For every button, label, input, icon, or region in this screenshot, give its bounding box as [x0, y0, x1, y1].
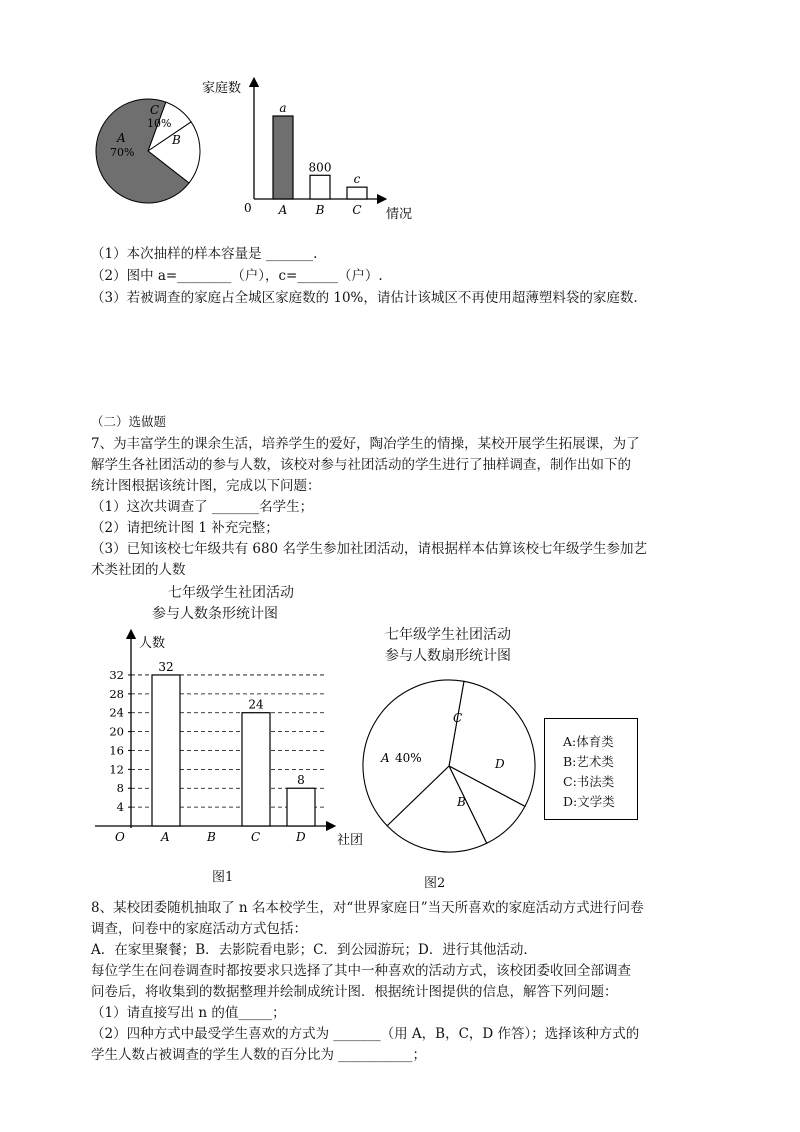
fig1-y-tick-label: 24: [109, 705, 124, 720]
q6-x-axis-label: 情况: [386, 207, 413, 222]
q6-bar-chart: [202, 76, 426, 226]
q7-line-2: 解学生各社团活动的参与人数，该校对参与社团活动的学生进行了抽样调查，制作出如下的: [91, 457, 631, 473]
q6-bar-c: [347, 187, 367, 199]
q6-origin-label: 0: [244, 201, 252, 215]
fig1-y-tick-label: 16: [109, 743, 124, 758]
fig2-caption: 图2: [424, 876, 446, 891]
fig1-y-tick-label: 4: [116, 800, 124, 815]
fig2-pie-label-d: D: [495, 757, 505, 771]
q8-line-7: （2）四种方式中最受学生喜欢的方式为 _______（用 A，B，C，D 作答）；选择该种方式的: [91, 1026, 640, 1042]
fig1-bar-value-label: 24: [248, 697, 264, 712]
q7-line-6: （3）已知该校七年级共有 680 名学生参加社团活动，请根据样本估算该校七年级学生参加艺: [91, 541, 647, 557]
q6-part-2: （2）图中 a=________（户），c=______（户）.: [91, 268, 383, 284]
q8-line-6: （1）请直接写出 n 的值_____；: [91, 1005, 286, 1021]
q6-bar-value-label: c: [353, 172, 361, 187]
q7-line-7: 术类社团的人数: [91, 562, 186, 578]
fig2-pie-label-a: A: [381, 751, 390, 765]
fig1-y-tick-label: 32: [109, 667, 124, 682]
fig1-y-tick-label: 20: [109, 724, 124, 739]
q8-line-8: 学生人数占被调查的学生人数的百分比为 ___________；: [91, 1047, 427, 1063]
q6-x-tick-label: C: [352, 203, 362, 217]
fig1-y-tick-label: 8: [116, 781, 124, 796]
q6-part-1: （1）本次抽样的样本容量是 _______.: [91, 246, 318, 262]
fig2-title-line-2: 参与人数扇形统计图: [385, 648, 511, 664]
fig1-title-line-2: 参与人数条形统计图: [152, 606, 278, 622]
fig2-legend-item: D:文学类: [563, 794, 615, 809]
q7-line-3: 统计图根据该统计图，完成以下问题：: [91, 478, 321, 494]
fig2-pie-label-b: B: [457, 795, 466, 809]
fig1-y-tick-label: 12: [109, 762, 124, 777]
fig2-legend: [544, 718, 638, 820]
q6-bar-b: [310, 175, 330, 199]
fig1-bar-value-label: 32: [158, 659, 174, 674]
fig1-y-axis-label: 人数: [139, 636, 166, 651]
fig2-pie-chart: [359, 676, 539, 856]
fig2-legend-item: A:体育类: [563, 734, 614, 749]
q6-pie-chart: [92, 96, 204, 206]
fig2-legend-item: C:书法类: [563, 774, 615, 789]
fig2-pie-label-c: C: [453, 711, 463, 725]
q8-line-1: 8、某校团委随机抽取了 n 名本校学生，对“世界家庭日”当天所喜欢的家庭活动方式进行问卷: [91, 900, 644, 916]
q8-line-5: 问卷后，将收集到的数据整理并绘制成统计图．根据统计图提供的信息，解答下列问题：: [91, 984, 618, 1000]
fig1-x-tick-label: A: [161, 830, 170, 844]
q6-pie-label-c-percent: 10%: [147, 117, 172, 130]
q6-part-3: （3）若被调查的家庭占全城区家庭数的 10%，请估计该城区不再使用超薄塑料袋的家庭数.: [91, 290, 638, 306]
fig1-bar-a: [152, 675, 180, 826]
q6-x-tick-label: A: [278, 203, 288, 217]
q6-pie-label-a-percent: 70%: [110, 146, 135, 159]
fig1-bar-value-label: 8: [297, 773, 305, 788]
q8-line-4: 每位学生在问卷调查时都按要求只选择了其中一种喜欢的活动方式，该校团委收回全部调查: [91, 963, 631, 979]
q6-bar-a: [273, 116, 293, 199]
q7-line-1: 7、为丰富学生的课余生活，培养学生的爱好，陶冶学生的情操，某校开展学生拓展课，为了: [91, 436, 640, 452]
fig1-x-axis-label: 社团: [337, 833, 364, 848]
q7-line-5: （2）请把统计图 1 补充完整；: [91, 520, 279, 536]
q6-y-axis-label: 家庭数: [202, 81, 242, 96]
q6-pie-label-b: B: [172, 133, 181, 147]
section-heading: （二）选做题: [91, 414, 167, 429]
q6-pie-label-a: A: [117, 131, 126, 145]
fig2-legend-item: B:艺术类: [563, 754, 614, 769]
q6-pie-label-c: C: [150, 103, 160, 117]
fig1-x-tick-label: C: [251, 830, 261, 844]
fig1-bar-c: [242, 713, 270, 826]
q6-bar-value-label: 800: [308, 160, 332, 175]
fig1-x-tick-label: B: [207, 830, 216, 844]
fig1-bar-chart: [95, 626, 380, 856]
q6-x-tick-label: B: [315, 203, 325, 217]
fig1-bar-d: [287, 788, 315, 826]
fig2-title-line-1: 七年级学生社团活动: [385, 627, 511, 643]
q6-bar-value-label: a: [279, 101, 287, 115]
q8-line-3: A．在家里聚餐；B．去影院看电影；C．到公园游玩；D．进行其他活动．: [91, 942, 537, 958]
fig1-x-tick-label: D: [296, 830, 306, 844]
fig1-y-tick-label: 28: [109, 686, 124, 701]
fig1-title-line-1: 七年级学生社团活动: [168, 585, 294, 601]
q7-line-4: （1）这次共调查了 _______名学生；: [91, 499, 314, 515]
fig1-origin-label: O: [115, 830, 125, 844]
q8-line-2: 调查，问卷中的家庭活动方式包括：: [91, 921, 307, 937]
fig1-caption: 图1: [212, 870, 234, 885]
fig2-pie-label-a-percent: 40%: [395, 751, 422, 765]
